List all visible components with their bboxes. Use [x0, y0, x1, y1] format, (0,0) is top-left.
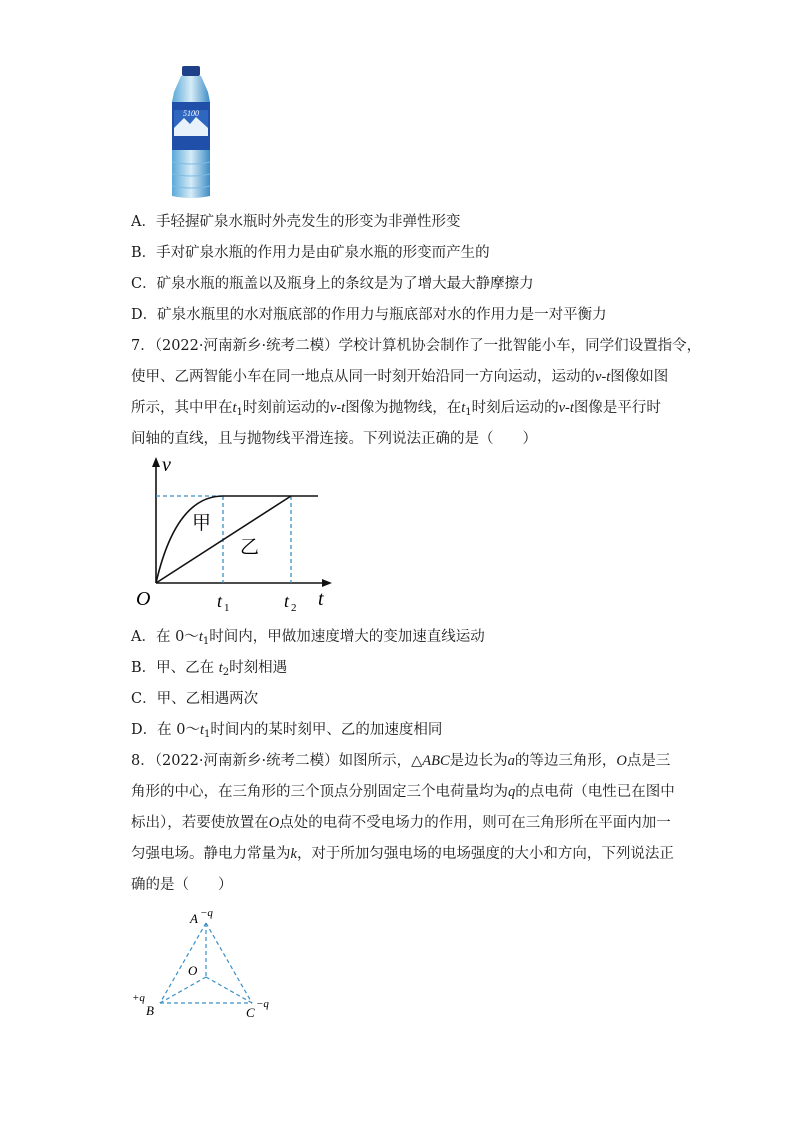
- t-label: t: [318, 588, 324, 610]
- q7-stem-line-1: 7．（2022·河南新乡·统考二模）学校计算机协会制作了一批智能小车，同学们设置指令，: [131, 338, 702, 354]
- triangle-charge-diagram: [128, 905, 278, 1020]
- q8-stem-line-3: 标出），若要使放置在O点处的电荷不受电场力的作用，则可在三角形所在平面内加一: [131, 815, 671, 831]
- q6-option-b: B．手对矿泉水瓶的作用力是由矿泉水瓶的形变而产生的: [131, 245, 490, 261]
- v-axis-arrow: [152, 457, 160, 467]
- t1-label: t: [217, 591, 223, 611]
- mineral-water-bottle-image: [160, 62, 222, 202]
- origin-label: O: [136, 588, 151, 610]
- q6-option-d: D．矿泉水瓶里的水对瓶底部的作用力与瓶底部对水的作用力是一对平衡力: [131, 307, 607, 323]
- q8-stem-line-2: 角形的中心，在三角形的三个顶点分别固定三个电荷量均为q的点电荷（电性已在图中: [131, 784, 675, 800]
- q6-option-c: C．矿泉水瓶的瓶盖以及瓶身上的条纹是为了增大最大静摩擦力: [131, 276, 534, 292]
- q6-option-a: A．手轻握矿泉水瓶时外壳发生的形变为非弹性形变: [131, 214, 461, 230]
- yi-label: 乙: [240, 536, 260, 558]
- t1-sub: 1: [224, 602, 230, 614]
- charge-a-label: −q: [200, 907, 213, 919]
- q7-option-b: B．甲、乙在 $t_2$时刻相遇: [131, 660, 288, 678]
- q8-stem-line-4: 匀强电场。静电力常量为k，对于所加匀强电场的电场强度的大小和方向，下列说法正: [131, 846, 674, 862]
- q7-stem-line-2: 使甲、乙两智能小车在同一地点从同一时刻开始沿同一方向运动，运动的v-t图像如图: [131, 369, 669, 385]
- q8-stem-line-5: 确的是（ ）: [131, 877, 233, 893]
- q7-stem-line-4: 间轴的直线，且与抛物线平滑连接。下列说法正确的是（ ）: [131, 431, 537, 447]
- vertex-a-label: A: [190, 911, 198, 926]
- t2-label: t: [284, 591, 290, 611]
- t2-sub: 2: [291, 602, 297, 614]
- jia-curve: [156, 496, 318, 583]
- jia-label: 甲: [192, 512, 212, 534]
- q7-stem-line-3: 所示，其中甲在$t_1$时刻前运动的v-t图像为抛物线，在$t_1$时刻后运动的v-t图像是平行时: [131, 400, 661, 418]
- side-ab: [160, 923, 206, 1003]
- svg-text:5100: 5100: [183, 109, 199, 118]
- vertex-c-label: C: [246, 1005, 255, 1020]
- v-label: v: [162, 455, 171, 476]
- vertex-b-label: B: [146, 1003, 154, 1018]
- q7-option-c: C．甲、乙相遇两次: [131, 691, 259, 707]
- side-ac: [206, 923, 252, 1003]
- q7-option-a: A．在 $0\sim t_1$时间内，甲做加速度增大的变加速直线运动: [131, 629, 485, 647]
- charge-c-label: −q: [256, 998, 269, 1010]
- q8-stem-line-1: 8．（2022·河南新乡·统考二模）如图所示，△ABC是边长为a的等边三角形，O点是三: [131, 753, 671, 769]
- center-o-label: O: [188, 963, 198, 978]
- t-axis-arrow: [322, 579, 332, 587]
- charge-b-label: +q: [132, 992, 145, 1004]
- vt-graph: [128, 455, 338, 615]
- q7-option-d: D．在 $0\sim t_1$时间内的某时刻甲、乙的加速度相同: [131, 722, 443, 740]
